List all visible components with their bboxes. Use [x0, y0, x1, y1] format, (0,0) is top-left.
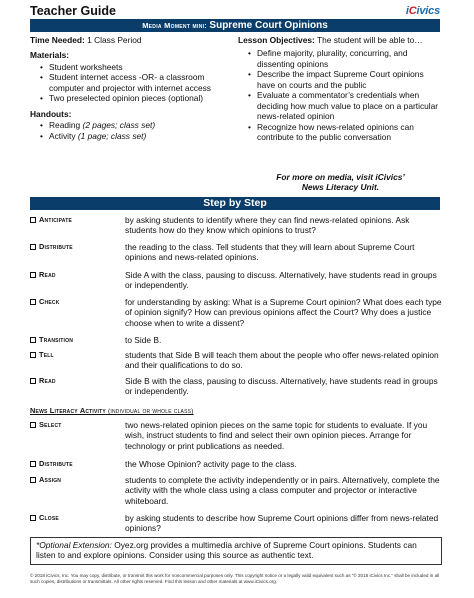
checkbox-icon: [30, 217, 36, 223]
time-needed: Time Needed: 1 Class Period: [30, 35, 142, 45]
list-item: • Two preselected opinion pieces (optional): [40, 93, 230, 103]
step-desc: by asking students to identify where they can find news-related opinions. Ask students how do they know which opinions to trust?: [125, 215, 410, 236]
step-desc: two news-related opinion pieces on the same topic for students to evaluate. If you wish, instruct students to find and select their own opinion pieces. Arrange for technology or print publications as needed.: [125, 420, 428, 451]
step-term: Read: [30, 376, 122, 385]
lesson-objectives: Lesson Objectives: The student will be able to…: [238, 35, 423, 45]
step-desc: to Side B.: [125, 335, 162, 345]
step-desc: the reading to the class. Tell students that they will learn about Supreme Court opinions and news-related opinions.: [125, 242, 415, 263]
step-row: [30, 513, 442, 537]
extension-label: *Optional Extension:: [36, 540, 112, 550]
materials-heading: Materials:: [30, 50, 70, 61]
checkbox-icon: [30, 244, 36, 250]
step-term: Assign: [30, 475, 122, 484]
right-column: [238, 35, 443, 143]
step-row: [30, 475, 442, 513]
media-note: For more on media, visit iCivics’ News Literacy Unit.: [276, 172, 405, 193]
step-term: Read: [30, 270, 122, 279]
doc-title: Teacher Guide: [30, 4, 116, 18]
list-item: • Recognize how news-related opinions can contribute to the public conversation: [248, 122, 443, 143]
list-item: • Student worksheets: [40, 62, 230, 72]
activity-heading: News Literacy Activity (individual or whole class): [30, 406, 194, 415]
step-row: [30, 215, 442, 242]
step-term: Select: [30, 420, 122, 429]
checkbox-icon: [30, 477, 36, 483]
left-column: [30, 35, 230, 141]
icivics-logo: iCivics: [405, 5, 440, 17]
materials-list: [40, 62, 230, 104]
banner-prefix: Media Moment mini:: [142, 21, 210, 30]
step-row: [30, 242, 442, 270]
checkbox-icon: [30, 515, 36, 521]
step-term: Check: [30, 297, 122, 306]
step-term: Distribute: [30, 459, 122, 468]
step-desc: students that Side B will teach them about the people who offer news-related opinion and their qualifications to do so.: [125, 350, 439, 371]
list-item: • Evaluate a commentator’s credentials when deciding how much value to place on a particular news-related opinion: [248, 90, 443, 121]
step-desc: Side A with the class, pausing to discuss. Alternatively, have students read in groups or independently.: [125, 270, 437, 291]
step-term: Distribute: [30, 242, 122, 251]
copyright-footer: © 2018 iCivics, Inc. You may copy, distribute, or transmit this work for noncommercial purposes only. This copyright notice or a legally valid equivalent such as “© 2018 iCivics Inc.” shall be included in all such copies, distributions or transmittals. All other rights reserved. Find this lesson and other materials at www.iCivics.org.: [30, 573, 440, 584]
step-term: Tell: [30, 350, 122, 359]
handouts-heading: Handouts:: [30, 108, 72, 119]
step-term: Close: [30, 513, 122, 522]
step-row: [30, 297, 442, 335]
checkbox-icon: [30, 337, 36, 343]
handouts-list: [40, 120, 230, 141]
step-row: [30, 376, 442, 406]
header: [30, 4, 440, 18]
list-item: • Describe the impact Supreme Court opinions have on courts and the public: [248, 69, 443, 90]
step-row: [30, 350, 442, 376]
checkbox-icon: [30, 422, 36, 428]
step-row: [30, 335, 442, 350]
lesson-banner: [30, 19, 440, 32]
step-desc: Side B with the class, pausing to discuss. Alternatively, have students read in groups or independently.: [125, 376, 438, 397]
list-item: • Student internet access -OR- a classroom computer and projector with internet access: [40, 72, 230, 93]
step-row: [30, 270, 442, 297]
checkbox-icon: [30, 352, 36, 358]
checkbox-icon: [30, 272, 36, 278]
step-by-step-banner: Step by Step: [30, 197, 440, 210]
optional-extension-box: [30, 537, 442, 565]
step-row: [30, 420, 442, 459]
step-term: Transition: [30, 335, 122, 344]
step-row: [30, 459, 442, 475]
list-item: • Activity (1 page; class set): [40, 131, 230, 141]
step-desc: students to complete the activity independently or in pairs. Alternatively, complete the activity with the whole class using a class computer and projector or interactive whiteboard.: [125, 475, 440, 506]
steps-list: [30, 215, 442, 537]
step-term: Anticipate: [30, 215, 122, 224]
checkbox-icon: [30, 461, 36, 467]
step-desc: for understanding by asking: What is a Supreme Court opinion? What does each type of opinion signify? How can previous opinions affect the Court? Why does a justice choose when to write a dissent?: [125, 297, 442, 328]
checkbox-icon: [30, 299, 36, 305]
list-item: • Define majority, plurality, concurring, and dissenting opinions: [248, 48, 443, 69]
step-desc: the Whose Opinion? activity page to the class.: [125, 459, 297, 469]
objectives-list: [248, 48, 443, 142]
step-desc: by asking students to describe how Supreme Court opinions differ from news-related opinions?: [125, 513, 439, 534]
list-item: • Reading (2 pages; class set): [40, 120, 230, 130]
banner-title: Supreme Court Opinions: [209, 20, 328, 31]
checkbox-icon: [30, 378, 36, 384]
extension-text: Oyez.org provides a multimedia archive of Supreme Court opinions. Students can listen to and explore opinions. Consider using this source as authentic text.: [36, 540, 417, 561]
